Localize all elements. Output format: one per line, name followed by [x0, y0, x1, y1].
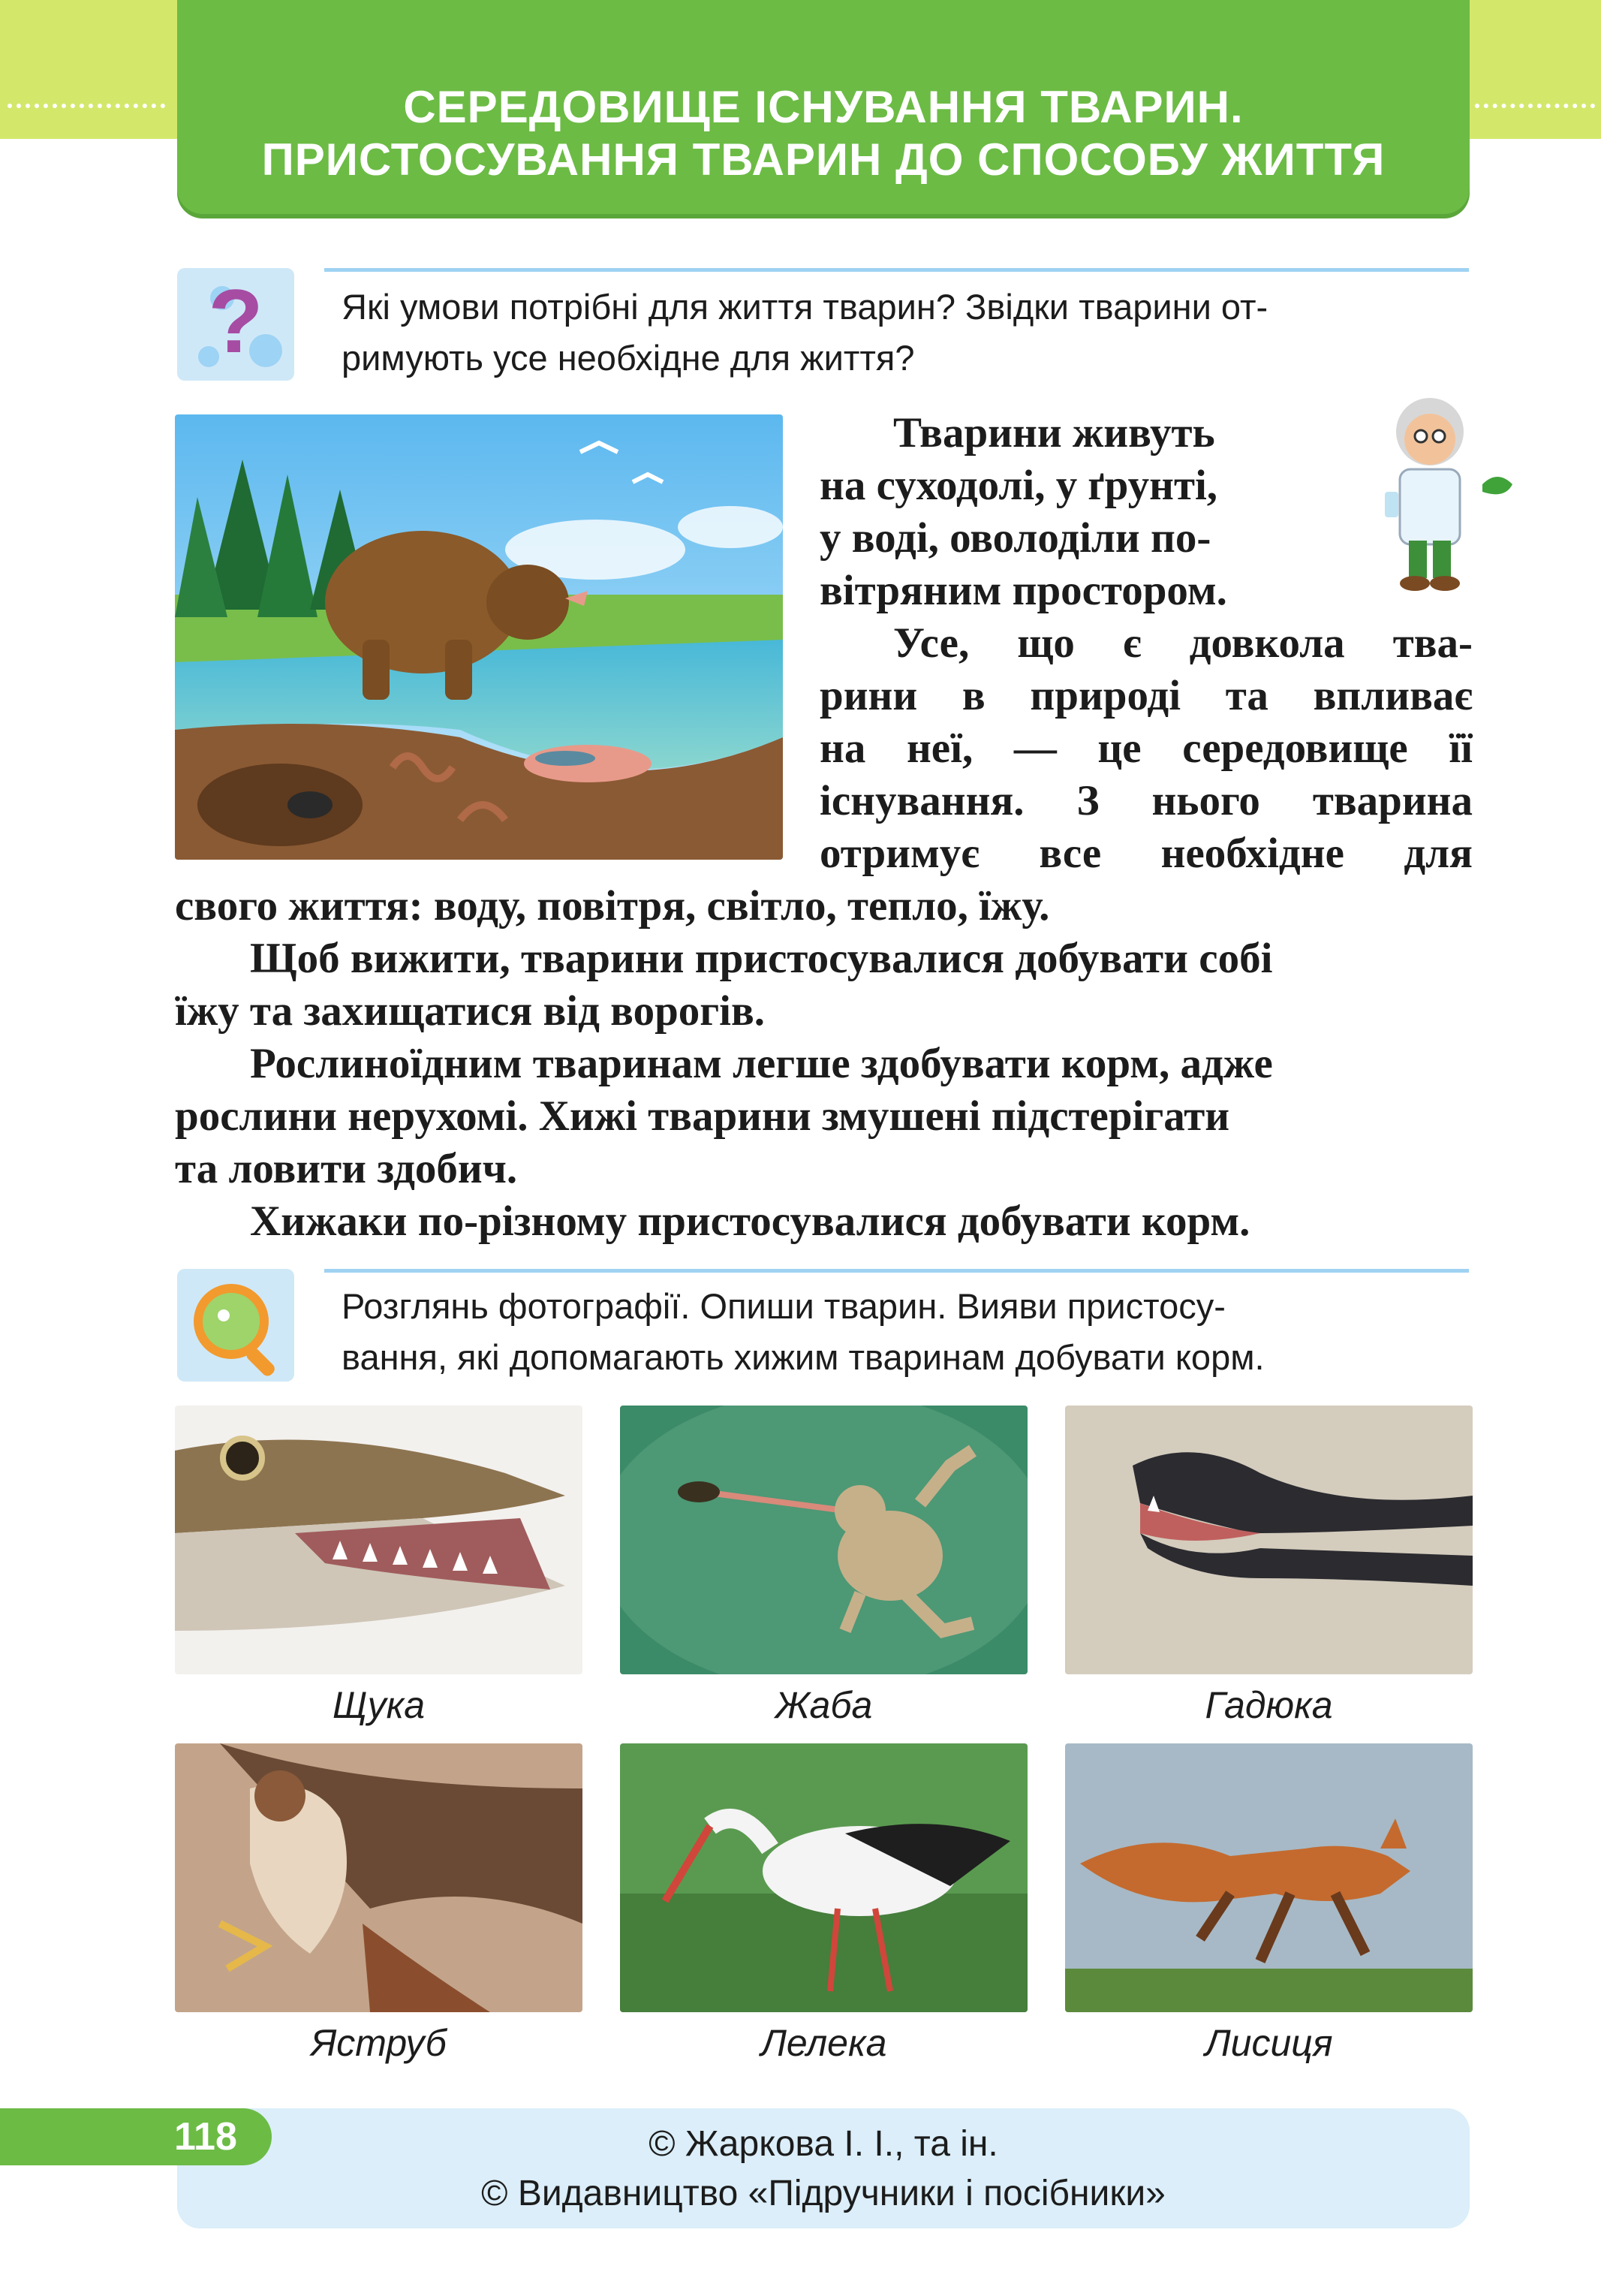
chapter-title-box [177, 0, 1470, 214]
body-line: та ловити здобич. [175, 1145, 518, 1192]
photo-caption: Гадюка [1205, 1684, 1333, 1726]
question-line1: Які умови потрібні для життя тварин? Звідки тварини от- [342, 287, 1268, 327]
page-number-tab [0, 2108, 272, 2165]
intro-line: Тварини живуть [893, 409, 1215, 456]
viper-photo [1065, 1406, 1473, 1674]
hawk-photo [175, 1743, 582, 2012]
copyright-publisher: © Видавництво «Підручники і посібники» [481, 2174, 1166, 2213]
photo-caption: Щука [332, 1684, 426, 1726]
svg-text:?: ? [208, 271, 263, 372]
magnifier-icon [177, 1269, 294, 1382]
intro-line: на суходолі, у ґрунті, [820, 462, 1218, 509]
body-line: їжу та захищатися від ворогів. [175, 987, 766, 1035]
photo-caption: Яструб [311, 2022, 447, 2064]
intro-line: Усе, що є довкола тва- [893, 619, 1473, 667]
copyright-authors: © Жаркова І. І., та ін. [649, 2124, 998, 2164]
habitat-illustration [175, 414, 783, 860]
photo-caption: Лисиця [1205, 2022, 1333, 2064]
chapter-title-line2: ПРИСТОСУВАННЯ ТВАРИН ДО СПОСОБУ ЖИТТЯ [261, 134, 1386, 185]
photo-caption: Лелека [760, 2022, 887, 2064]
body-line: Щоб вижити, тварини пристосувалися добувати собі [250, 935, 1273, 982]
footer-box [177, 2108, 1470, 2228]
photo-caption: Жаба [775, 1684, 873, 1726]
question-rule [324, 268, 1469, 272]
intro-line: вітряним простором. [820, 567, 1227, 614]
fox-photo [1065, 1743, 1473, 2012]
page-number: 118 [174, 2115, 237, 2159]
frog-photo [620, 1406, 1028, 1674]
body-line: рослини нерухомі. Хижі тварини змушені підстерігати [175, 1092, 1230, 1140]
intro-text-full [175, 880, 1470, 1248]
body-line: Хижаки по-різному пристосувалися добувати корм. [250, 1198, 1250, 1245]
chapter-title-line1: СЕРЕДОВИЩЕ ІСНУВАННЯ ТВАРИН. [403, 82, 1244, 132]
intro-line: отримує все необхідне для [820, 830, 1473, 877]
intro-line: існування. З нього тварина [820, 777, 1473, 824]
intro-line: рини в природі та впливає [820, 672, 1473, 719]
stork-photo [620, 1743, 1028, 2012]
question-icon [177, 268, 294, 381]
dotted-line-left [8, 104, 165, 108]
dotted-line-right [1475, 104, 1595, 108]
question-line2: римують усе необхідне для життя? [342, 338, 915, 378]
body-line: свого життя: воду, повітря, світло, тепло, їжу. [175, 882, 1050, 930]
task-line1: Розглянь фотографії. Опиши тварин. Вияви пристосу- [342, 1286, 1226, 1326]
intro-text-right [820, 407, 1473, 880]
task-line2: вання, які допомагають хижим тваринам добувати корм. [342, 1337, 1265, 1377]
task-rule [324, 1269, 1469, 1273]
pike-photo [175, 1406, 582, 1674]
body-line: Рослиноїдним тваринам легше здобувати корм, адже [250, 1040, 1273, 1087]
intro-line: у воді, оволоділи по- [820, 514, 1211, 562]
intro-line: на неї, — це середовище її [820, 725, 1473, 772]
